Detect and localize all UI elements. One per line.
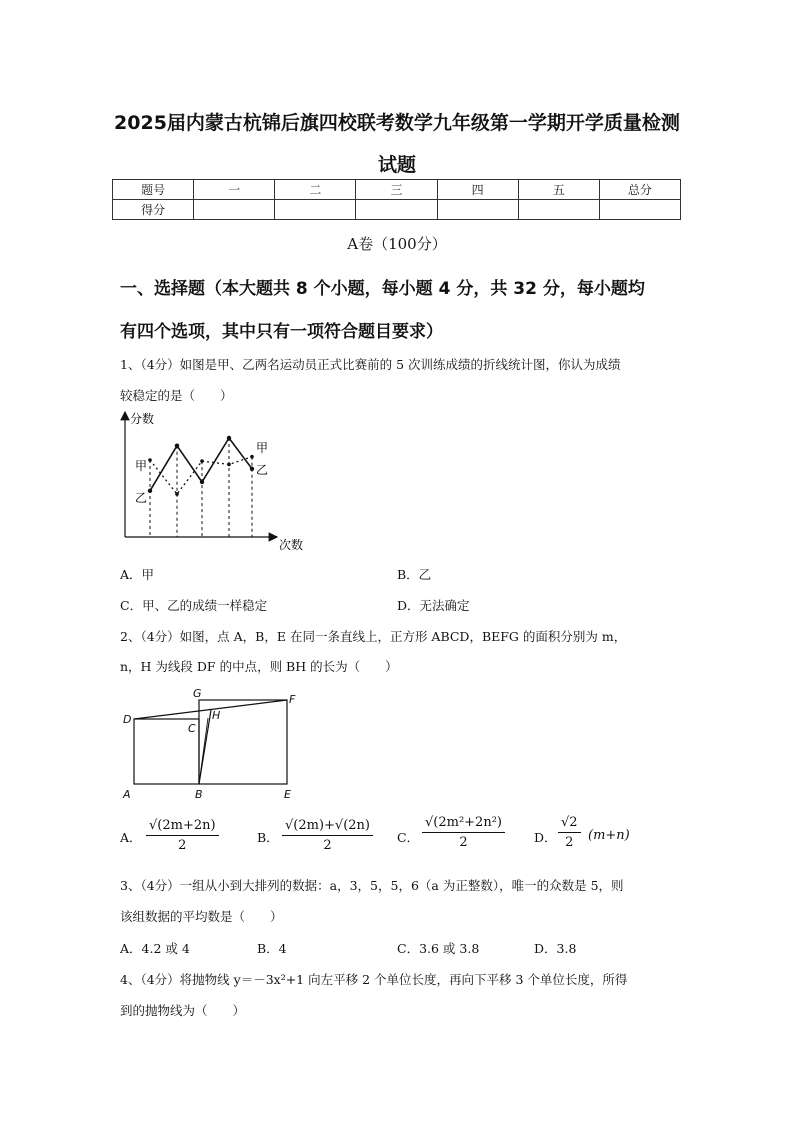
score-table-cell: 四 [437, 180, 518, 200]
score-table-score-row [113, 200, 681, 220]
score-table-row-label: 得分 [113, 200, 194, 220]
label-g: G [193, 687, 202, 700]
legend-yi-left: 乙 [135, 491, 148, 505]
q3-option-a[interactable]: A．4.2 或 4 [120, 941, 190, 956]
label-b: B [195, 788, 203, 801]
section-heading-line2: 有四个选项，其中只有一项符合题目要求） [120, 322, 443, 342]
q1-text: 1、（4分）如图是甲、乙两名运动员正式比赛前的 5 次训练成绩的折线统计图，你认为成绩 [120, 357, 621, 372]
q3-option-d[interactable]: D．3.8 [534, 941, 577, 956]
label-a: A [123, 788, 131, 801]
q2-option-b-numerator: √(2m)+√(2n) [285, 818, 370, 833]
y-axis-label: 分数 [130, 412, 155, 426]
q2-square-figure [118, 685, 308, 803]
label-e: E [284, 788, 291, 801]
score-table-cell: 三 [356, 180, 437, 200]
data-point-乙-5 [250, 455, 254, 459]
q4-text: 4、（4分）将抛物线 y＝－3x²+1 向左平移 2 个单位长度，再向下平移 3 个单位长度，所得 [120, 972, 628, 987]
q2-option-b-letter[interactable]: B． [257, 830, 279, 845]
score-cell [275, 200, 356, 220]
legend-jia-right: 甲 [256, 441, 269, 455]
q4-text-line2: 到的抛物线为（ ） [120, 1003, 246, 1018]
fraction-bar [558, 832, 581, 833]
data-point-甲-3 [200, 480, 204, 484]
q2-option-d-letter[interactable]: D． [534, 830, 557, 845]
score-table-cell: 总分 [599, 180, 680, 200]
score-cell [437, 200, 518, 220]
label-d: D [123, 713, 132, 726]
q1-option-b[interactable]: B．乙 [397, 567, 432, 582]
page-title: 2025届内蒙古杭锦后旗四校联考数学九年级第一学期开学质量检测 [114, 112, 680, 134]
q1-option-c[interactable]: C．甲、乙的成绩一样稳定 [120, 598, 268, 613]
data-point-乙-2 [175, 492, 179, 496]
q3-text-line2: 该组数据的平均数是（ ） [120, 909, 283, 924]
q2-option-a-numerator: √(2m+2n) [149, 818, 216, 833]
page-title-line2: 试题 [377, 154, 416, 176]
q1-line-chart [115, 407, 315, 555]
fraction-bar [422, 832, 505, 833]
x-axis-label: 次数 [279, 538, 304, 552]
score-cell [518, 200, 599, 220]
score-table-cell: 题号 [113, 180, 194, 200]
q2-option-d-numerator: √2 [561, 815, 578, 830]
q3-text: 3、（4分）一组从小到大排列的数据：a，3，5，5，6（a 为正整数），唯一的众数是 5，则 [120, 878, 624, 893]
score-cell [356, 200, 437, 220]
fraction-bar [282, 835, 373, 836]
q3-option-b[interactable]: B．4 [257, 941, 287, 956]
q2-text: 2、（4分）如图，点 A，B，E 在同一条直线上，正方形 ABCD，BEFG 的面积分别为 m， [120, 629, 627, 644]
score-table-header-row [113, 180, 681, 200]
score-cell [599, 200, 680, 220]
legend-jia-left: 甲 [135, 459, 148, 473]
score-table-cell: 五 [518, 180, 599, 200]
q2-option-d[interactable] [558, 815, 581, 850]
q2-option-d-tail: (m+n) [588, 828, 630, 843]
label-c: C [188, 722, 196, 735]
q2-option-b-denominator: 2 [323, 838, 332, 853]
q2-option-a[interactable] [146, 818, 219, 853]
data-point-乙-1 [148, 458, 152, 462]
score-cell [194, 200, 275, 220]
segment-bh-2 [199, 718, 208, 784]
q2-option-b[interactable] [282, 818, 373, 853]
q1-option-a[interactable]: A．甲 [120, 567, 155, 582]
q2-text-line2: n，H 为线段 DF 的中点，则 BH 的长为（ ） [120, 659, 398, 674]
fraction-bar [146, 835, 219, 836]
q2-option-c-numerator: √(2m²+2n²) [425, 815, 502, 830]
q3-option-c[interactable]: C．3.6 或 3.8 [397, 941, 480, 956]
q2-option-c-denominator: 2 [459, 835, 468, 850]
score-table-cell: 一 [194, 180, 275, 200]
data-point-甲-4 [227, 436, 231, 440]
q2-option-c-letter[interactable]: C． [397, 830, 420, 845]
section-heading: 一、选择题（本大题共 8 个小题，每小题 4 分，共 32 分，每小题均 [120, 279, 645, 299]
q1-option-d[interactable]: D．无法确定 [397, 598, 470, 613]
q2-option-a-letter[interactable]: A． [120, 830, 142, 845]
score-table-cell: 二 [275, 180, 356, 200]
data-point-乙-4 [227, 463, 231, 467]
label-h: H [212, 709, 221, 722]
label-f: F [289, 693, 296, 706]
q2-option-a-denominator: 2 [178, 838, 187, 853]
q1-text-line2: 较稳定的是（ ） [120, 388, 233, 403]
volume-label: A卷（100分） [347, 235, 447, 253]
q2-option-d-denominator: 2 [565, 835, 574, 850]
data-point-甲-1 [148, 489, 152, 493]
q2-option-c[interactable] [422, 815, 505, 850]
legend-yi-right: 乙 [256, 463, 269, 477]
data-point-甲-5 [250, 467, 254, 471]
data-point-乙-3 [200, 459, 204, 463]
data-point-甲-2 [175, 444, 179, 448]
score-table [112, 179, 681, 220]
